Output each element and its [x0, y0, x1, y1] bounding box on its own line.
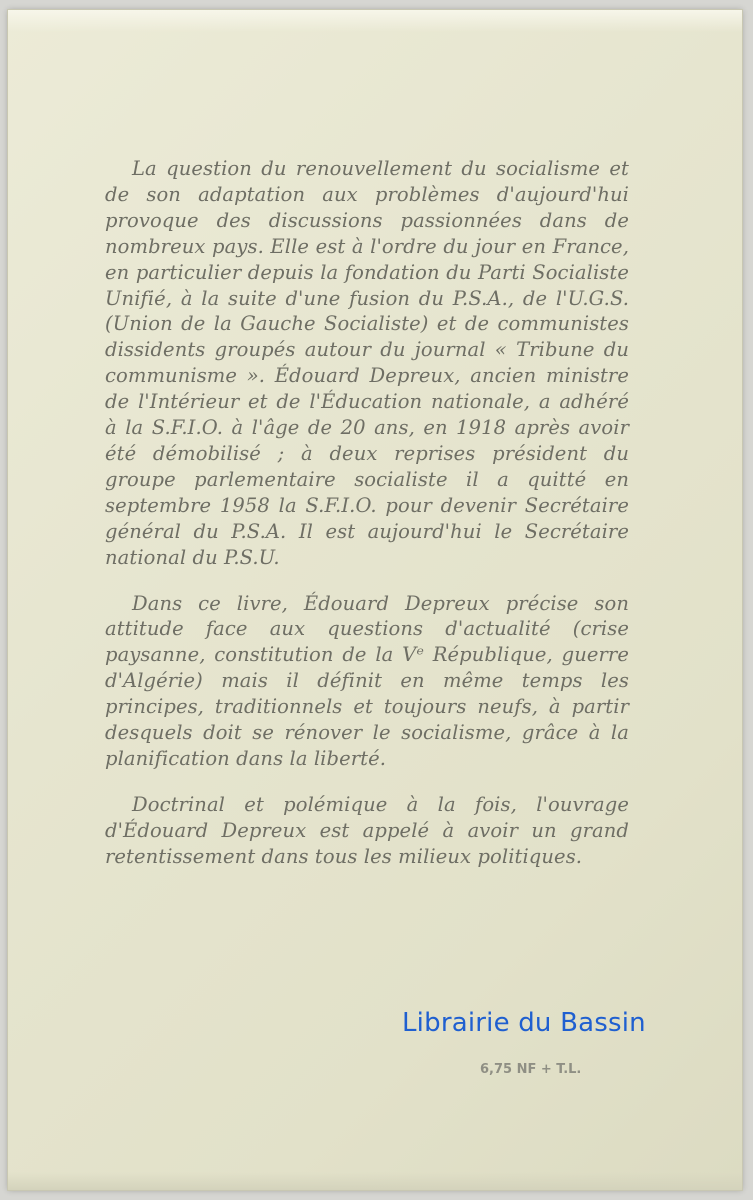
blurb-paragraph-1: La question du renouvellement du socialisme et de son adaptation aux problèmes d'aujourd'hui provoque des discussions passionnées dans de nombreux pays. Elle est à l'ordre du jour en France, en particulier depuis la fondation du Parti Socialiste Unifié, à la suite d'une fusion du P.S.A., de l'U.G.S. (Union de la Gauche Socialiste) et de communistes dissidents groupés autour du journal « Tribune du communisme ». Édouard Depreux, ancien ministre de l'Intérieur et de l'Éducation nationale, a adhéré à la S.F.I.O. à l'âge de 20 ans, en 1918 après avoir été démobilisé ; à deux reprises président du groupe parlementaire socialiste il a quitté en septembre 1958 la S.F.I.O. pour devenir Secrétaire général du P.S.A. Il est aujourd'hui le Secrétaire national du P.S.U. [105, 157, 629, 569]
seller-watermark: Librairie du Bassin [402, 1008, 646, 1038]
blurb-paragraph-3: Doctrinal et polémique à la fois, l'ouvrage d'Édouard Depreux est appelé à avoir un grand retentissement dans tous les milieux politiques. [105, 792, 629, 868]
blurb-paragraph-2: Dans ce livre, Édouard Depreux précise son attitude face aux questions d'actualité (crise paysanne, constitution de la Vᵉ République, guerre d'Algérie) mais il définit en même temps les principes, traditionnels et toujours neufs, à partir desquels doit se rénover le socialisme, grâce à la planification dans la liberté. [105, 591, 629, 770]
price-label: 6,75 NF + T.L. [480, 1062, 582, 1077]
blurb-text [105, 156, 629, 870]
